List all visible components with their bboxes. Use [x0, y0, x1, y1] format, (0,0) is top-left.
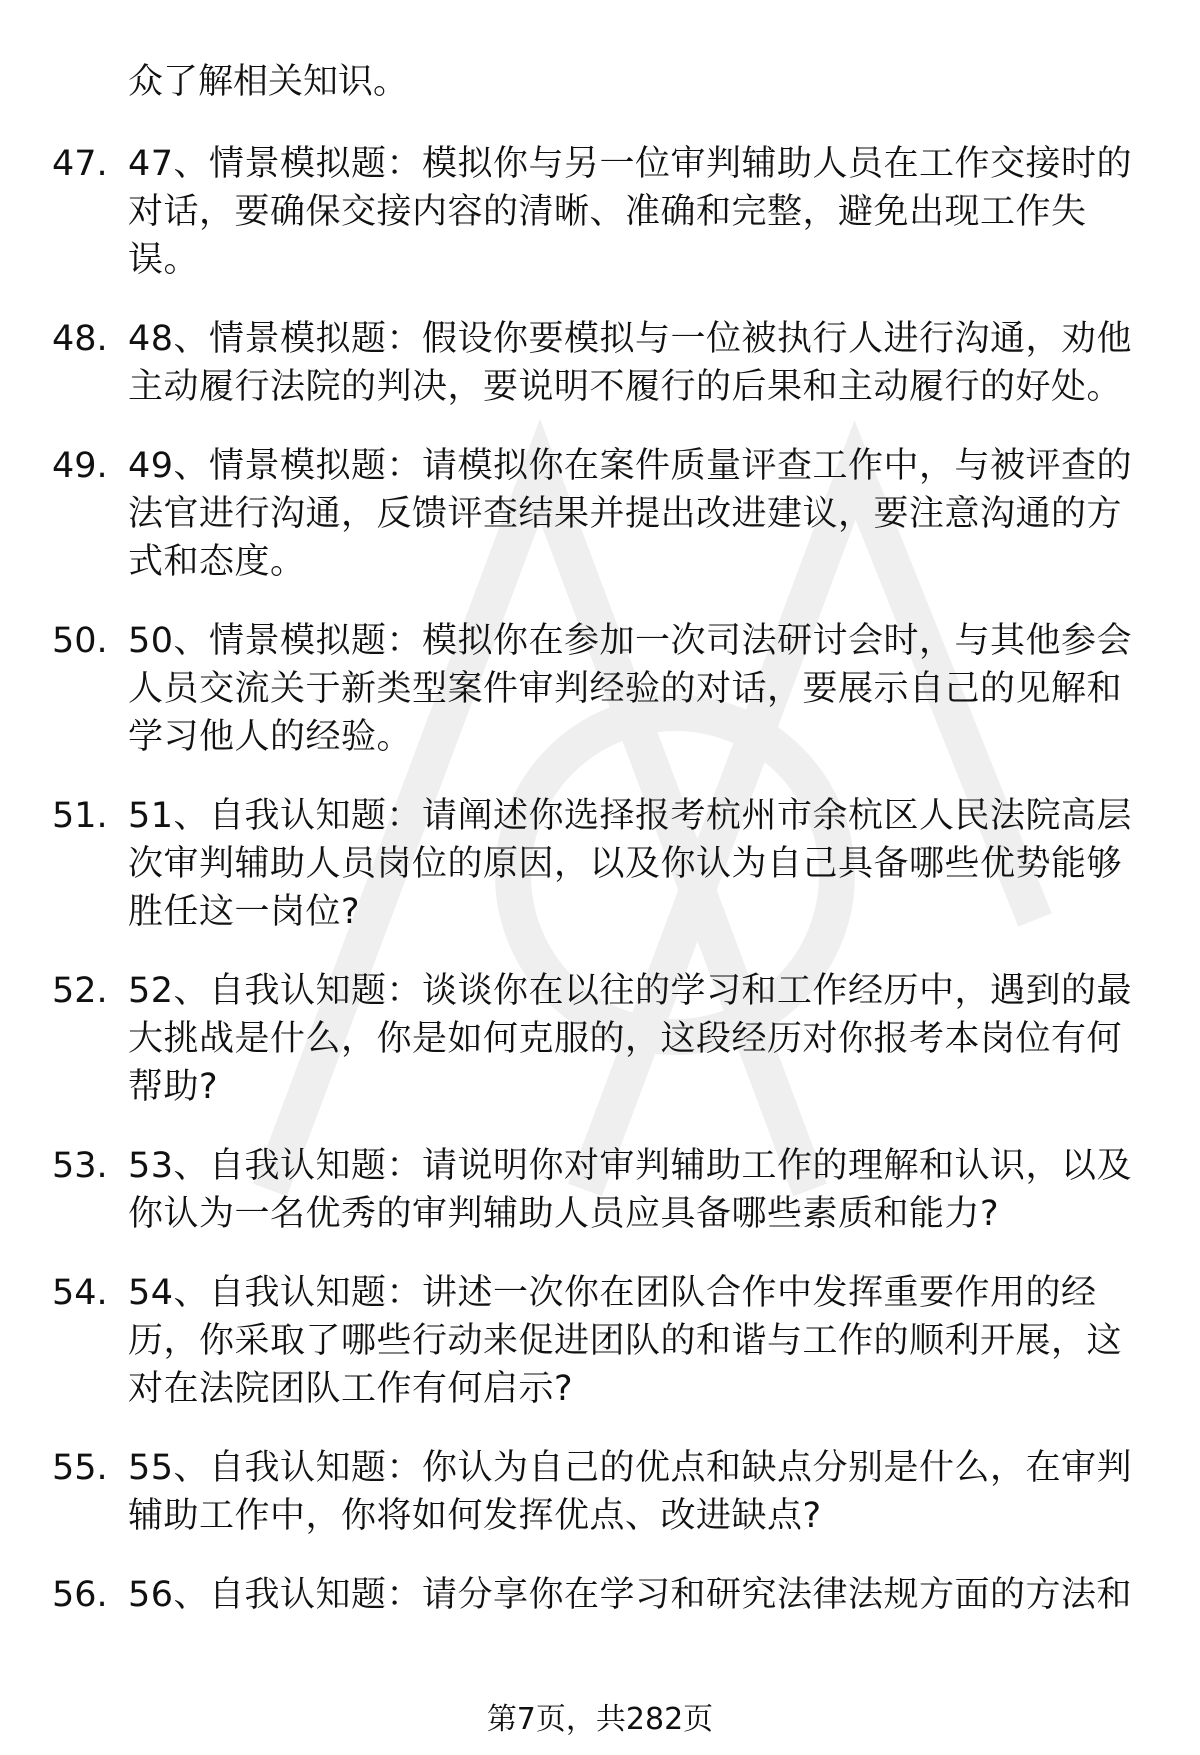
- question-item: [0, 140, 1200, 284]
- question-number: 55.: [52, 1448, 108, 1488]
- question-item: [0, 1571, 1200, 1619]
- question-item: [0, 967, 1200, 1111]
- question-text: 51、自我认知题：请阐述你选择报考杭州市余杭区人民法院高层次审判辅助人员岗位的原因，以及你认为自己具备哪些优势能够胜任这一岗位?: [128, 796, 1133, 932]
- question-item: [0, 1444, 1200, 1540]
- question-number: 56.: [52, 1575, 108, 1615]
- question-text: 49、情景模拟题：请模拟你在案件质量评查工作中，与被评查的法官进行沟通，反馈评查结果并提出改进建议，要注意沟通的方式和态度。: [128, 446, 1133, 582]
- question-number: 47.: [52, 144, 108, 184]
- question-item: [0, 1142, 1200, 1238]
- question-text: 48、情景模拟题：假设你要模拟与一位被执行人进行沟通，劝他主动履行法院的判决，要说明不履行的后果和主动履行的好处。: [128, 319, 1133, 407]
- question-number: 48.: [52, 319, 108, 359]
- question-number: 54.: [52, 1273, 108, 1313]
- question-list: [0, 140, 1200, 1650]
- question-number: 51.: [52, 796, 108, 836]
- question-text: 50、情景模拟题：模拟你在参加一次司法研讨会时，与其他参会人员交流关于新类型案件审判经验的对话，要展示自己的见解和学习他人的经验。: [128, 621, 1133, 757]
- question-item: [0, 1269, 1200, 1413]
- page-footer: 第7页，共282页: [486, 1702, 714, 1737]
- question-number: 50.: [52, 621, 108, 661]
- question-text: 53、自我认知题：请说明你对审判辅助工作的理解和认识，以及你认为一名优秀的审判辅助人员应具备哪些素质和能力?: [128, 1146, 1133, 1234]
- question-text: 54、自我认知题：讲述一次你在团队合作中发挥重要作用的经历，你采取了哪些行动来促进团队的和谐与工作的顺利开展，这对在法院团队工作有何启示?: [128, 1273, 1123, 1409]
- question-number: 49.: [52, 446, 108, 486]
- question-number: 53.: [52, 1146, 108, 1186]
- question-text: 52、自我认知题：谈谈你在以往的学习和工作经历中，遇到的最大挑战是什么，你是如何克服的，这段经历对你报考本岗位有何帮助?: [128, 971, 1133, 1107]
- question-item: [0, 617, 1200, 761]
- question-text: 55、自我认知题：你认为自己的优点和缺点分别是什么，在审判辅助工作中，你将如何发挥优点、改进缺点?: [128, 1448, 1133, 1536]
- question-item: [0, 315, 1200, 411]
- question-item: [0, 442, 1200, 586]
- question-item: [0, 792, 1200, 936]
- question-number: 52.: [52, 971, 108, 1011]
- question-text: 47、情景模拟题：模拟你与另一位审判辅助人员在工作交接时的对话，要确保交接内容的清晰、准确和完整，避免出现工作失误。: [128, 144, 1133, 280]
- question-text: 56、自我认知题：请分享你在学习和研究法律法规方面的方法和: [128, 1575, 1133, 1615]
- continued-text: 众了解相关知识。: [128, 62, 409, 102]
